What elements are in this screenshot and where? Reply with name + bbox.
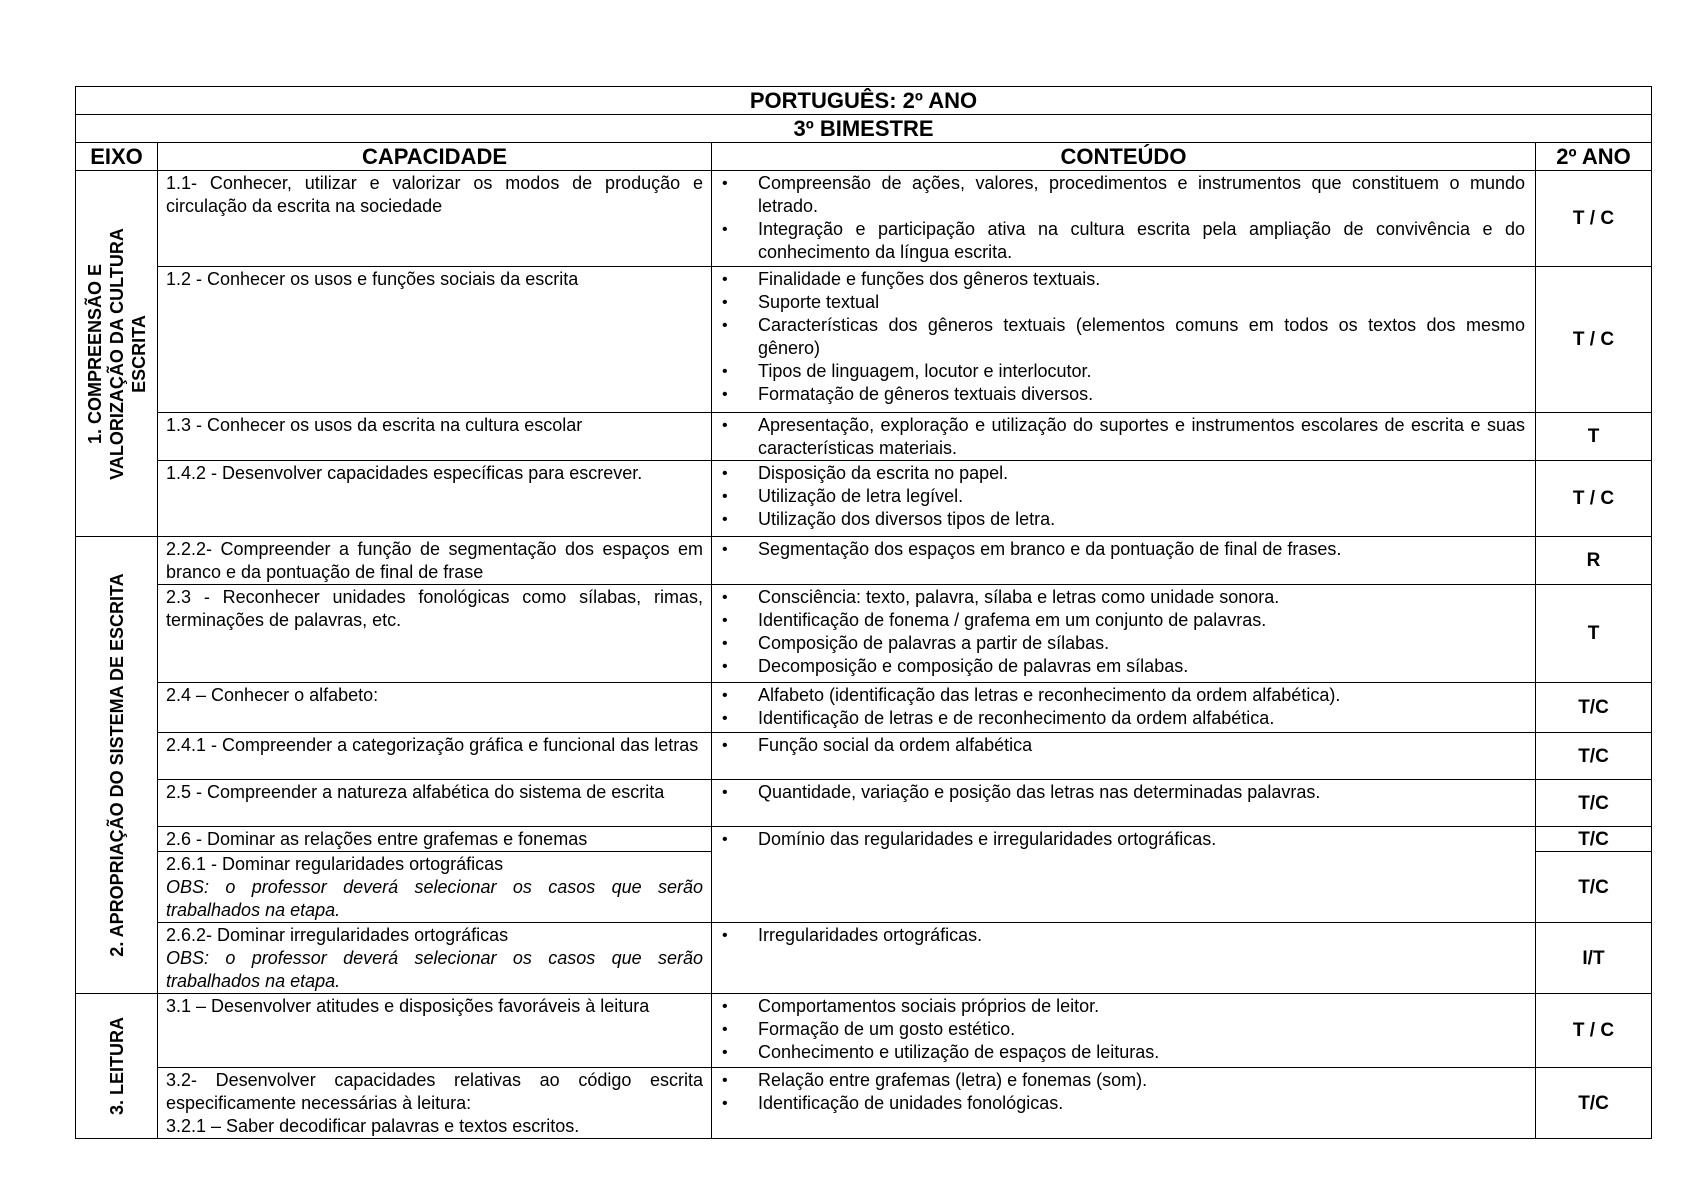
- grade-cell: T/C: [1536, 733, 1652, 780]
- table-row: [76, 171, 1652, 267]
- eixo-3-label: 3. LEITURA: [106, 1016, 127, 1116]
- grade-cell: R: [1536, 537, 1652, 585]
- obs-note: OBS: o professor deverá selecionar os casos que serão trabalhados na etapa.: [166, 948, 703, 991]
- list-item: • Comportamentos sociais próprios de leitor.: [758, 995, 1525, 1018]
- conteudo-cell: [712, 461, 1536, 537]
- table-row: [76, 1068, 1652, 1139]
- list-item: • Tipos de linguagem, locutor e interlocutor.: [758, 360, 1525, 383]
- list-item: • Alfabeto (identificação das letras e reconhecimento da ordem alfabética).: [758, 684, 1525, 707]
- capacidade-text: 2.6.1 - Dominar regularidades ortográficas: [166, 854, 504, 874]
- header-capacidade: CAPACIDADE: [158, 143, 712, 171]
- list-item: • Consciência: texto, palavra, sílaba e letras como unidade sonora.: [758, 586, 1525, 609]
- table-row: [76, 827, 1652, 852]
- list-item: • Finalidade e funções dos gêneros textuais.: [758, 268, 1525, 291]
- grade-cell: T/C: [1536, 780, 1652, 827]
- table-row: [76, 461, 1652, 537]
- capacidade-cell: [158, 923, 712, 994]
- grade-cell: T/C: [1536, 683, 1652, 733]
- list-item: • Utilização dos diversos tipos de letra.: [758, 508, 1525, 531]
- list-item: • Integração e participação ativa na cultura escrita pela ampliação de convivência e do conhecimento da língua escrita.: [758, 218, 1525, 264]
- conteudo-cell: [712, 994, 1536, 1068]
- grade-cell: T / C: [1536, 171, 1652, 267]
- capacidade-cell: [158, 852, 712, 923]
- conteudo-list: [712, 828, 1525, 851]
- conteudo-list: [712, 586, 1525, 678]
- list-item: • Identificação de fonema / grafema em um conjunto de palavras.: [758, 609, 1525, 632]
- conteudo-cell: [712, 171, 1536, 267]
- list-item: • Apresentação, exploração e utilização do suportes e instrumentos escolares de escrita e suas características materiais.: [758, 414, 1525, 460]
- grade-cell: T: [1536, 413, 1652, 461]
- grade-cell: T/C: [1536, 852, 1652, 923]
- list-item: • Relação entre grafemas (letra) e fonemas (som).: [758, 1069, 1525, 1092]
- capacidade-cell: 1.1- Conhecer, utilizar e valorizar os modos de produção e circulação da escrita na sociedade: [158, 171, 712, 267]
- list-item: • Disposição da escrita no papel.: [758, 462, 1525, 485]
- conteudo-cell: [712, 413, 1536, 461]
- conteudo-list: [712, 268, 1525, 406]
- grade-cell: T / C: [1536, 267, 1652, 413]
- list-item: • Compreensão de ações, valores, procedimentos e instrumentos que constituem o mundo letrado.: [758, 172, 1525, 218]
- conteudo-cell: [712, 827, 1536, 923]
- conteudo-list: [712, 538, 1525, 561]
- list-item: • Identificação de letras e de reconhecimento da ordem alfabética.: [758, 707, 1525, 730]
- conteudo-list: [712, 995, 1525, 1064]
- conteudo-cell: [712, 683, 1536, 733]
- capacidade-cell: 2.4.1 - Compreender a categorização gráfica e funcional das letras: [158, 733, 712, 780]
- table-row: [76, 733, 1652, 780]
- eixo-1-line-2: VALORIZAÇÃO DA CULTURA: [106, 227, 127, 480]
- conteudo-cell: [712, 267, 1536, 413]
- conteudo-list: [712, 462, 1525, 531]
- conteudo-list: [712, 734, 1525, 757]
- capacidade-cell: 1.3 - Conhecer os usos da escrita na cultura escolar: [158, 413, 712, 461]
- list-item: • Formatação de gêneros textuais diversos.: [758, 383, 1525, 406]
- list-item: • Identificação de unidades fonológicas.: [758, 1092, 1525, 1115]
- capacidade-cell: 2.3 - Reconhecer unidades fonológicas como sílabas, rimas, terminações de palavras, etc.: [158, 585, 712, 683]
- table-row: [76, 683, 1652, 733]
- conteudo-list: [712, 1069, 1525, 1115]
- table-row: [76, 923, 1652, 994]
- list-item: • Segmentação dos espaços em branco e da pontuação de final de frases.: [758, 538, 1525, 561]
- eixo-3-cell: [76, 994, 158, 1139]
- eixo-2-cell: [76, 537, 158, 994]
- list-item: • Conhecimento e utilização de espaços de leituras.: [758, 1041, 1525, 1064]
- curriculum-table: [75, 86, 1652, 1139]
- eixo-1-cell: [76, 171, 158, 537]
- capacidade-cell: 1.2 - Conhecer os usos e funções sociais da escrita: [158, 267, 712, 413]
- capacidade-cell: 2.4 – Conhecer o alfabeto:: [158, 683, 712, 733]
- eixo-2-label: 2. APROPRIAÇÃO DO SISTEMA DE ESCRITA: [106, 573, 127, 957]
- conteudo-list: [712, 684, 1525, 730]
- eixo-1-line-3: ESCRITA: [128, 314, 149, 393]
- grade-cell: I/T: [1536, 923, 1652, 994]
- table-subtitle: 3º BIMESTRE: [76, 115, 1652, 143]
- grade-cell: T / C: [1536, 461, 1652, 537]
- list-item: • Utilização de letra legível.: [758, 485, 1525, 508]
- conteudo-cell: [712, 1068, 1536, 1139]
- header-row: [76, 143, 1652, 171]
- conteudo-list: [712, 781, 1525, 804]
- table-row: [76, 413, 1652, 461]
- conteudo-cell: [712, 537, 1536, 585]
- capacidade-text: 2.6.2- Dominar irregularidades ortográficas: [166, 925, 509, 945]
- grade-cell: T / C: [1536, 994, 1652, 1068]
- table-row: [76, 585, 1652, 683]
- conteudo-cell: [712, 733, 1536, 780]
- list-item: • Composição de palavras a partir de sílabas.: [758, 632, 1525, 655]
- list-item: • Irregularidades ortográficas.: [758, 924, 1525, 947]
- conteudo-cell: [712, 585, 1536, 683]
- table-row: [76, 537, 1652, 585]
- curriculum-sheet: [75, 86, 1651, 1139]
- capacidade-text: 3.2- Desenvolver capacidades relativas ao código escrita especificamente necessárias à leitura:: [166, 1070, 703, 1113]
- eixo-1-line-1: 1. COMPREENSÃO E: [84, 263, 105, 444]
- grade-cell: T: [1536, 585, 1652, 683]
- header-eixo: EIXO: [76, 143, 158, 171]
- capacidade-cell: 3.1 – Desenvolver atitudes e disposições favoráveis à leitura: [158, 994, 712, 1068]
- table-row: [76, 267, 1652, 413]
- list-item: • Quantidade, variação e posição das letras nas determinadas palavras.: [758, 781, 1525, 804]
- conteudo-cell: [712, 923, 1536, 994]
- table-title: PORTUGUÊS: 2º ANO: [76, 87, 1652, 115]
- list-item: • Formação de um gosto estético.: [758, 1018, 1525, 1041]
- capacidade-cell: 2.5 - Compreender a natureza alfabética do sistema de escrita: [158, 780, 712, 827]
- obs-note: OBS: o professor deverá selecionar os casos que serão trabalhados na etapa.: [166, 877, 703, 920]
- conteudo-cell: [712, 780, 1536, 827]
- conteudo-list: [712, 414, 1525, 460]
- capacidade-cell: 1.4.2 - Desenvolver capacidades específicas para escrever.: [158, 461, 712, 537]
- grade-cell: T/C: [1536, 1068, 1652, 1139]
- list-item: • Suporte textual: [758, 291, 1525, 314]
- conteudo-list: [712, 924, 1525, 947]
- capacidade-cell: 2.2.2- Compreender a função de segmentação dos espaços em branco e da pontuação de final de frase: [158, 537, 712, 585]
- list-item: • Decomposição e composição de palavras em sílabas.: [758, 655, 1525, 678]
- list-item: • Função social da ordem alfabética: [758, 734, 1525, 757]
- grade-cell: T/C: [1536, 827, 1652, 852]
- capacidade-subtext: 3.2.1 – Saber decodificar palavras e textos escritos.: [166, 1116, 580, 1136]
- capacidade-cell: 2.6 - Dominar as relações entre grafemas e fonemas: [158, 827, 712, 852]
- eixo-1-label: [84, 228, 150, 480]
- header-conteudo: CONTEÚDO: [712, 143, 1536, 171]
- conteudo-list: [712, 172, 1525, 264]
- table-row: [76, 994, 1652, 1068]
- header-ano: 2º ANO: [1536, 143, 1652, 171]
- list-item: • Domínio das regularidades e irregularidades ortográficas.: [758, 828, 1525, 851]
- table-row: [76, 780, 1652, 827]
- list-item: • Características dos gêneros textuais (elementos comuns em todos os textos dos mesmo gênero): [758, 314, 1525, 360]
- capacidade-cell: [158, 1068, 712, 1139]
